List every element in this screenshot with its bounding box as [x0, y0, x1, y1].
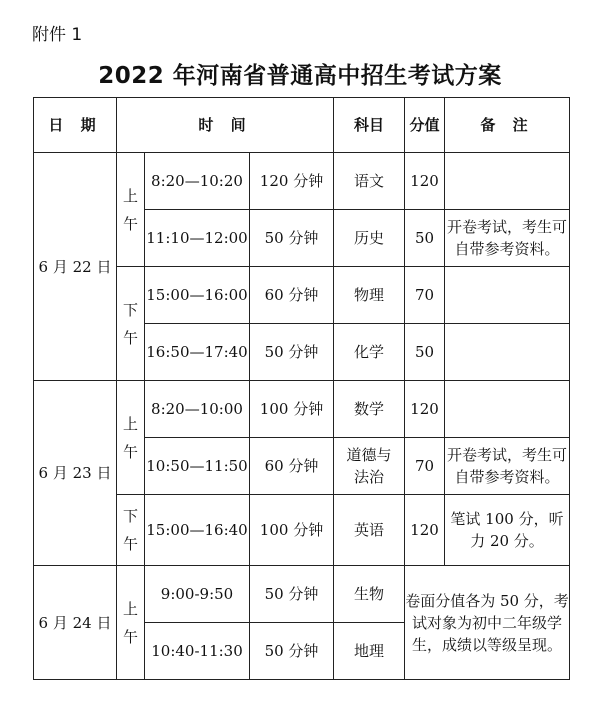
duration: 60 分钟	[250, 267, 334, 324]
day-cell: 6 月 24 日	[34, 566, 117, 680]
day-cell: 6 月 22 日	[34, 153, 117, 381]
remark: 笔试 100 分，听力 20 分。	[445, 495, 570, 566]
period-am-cell	[117, 381, 145, 495]
period-label: 下午	[122, 300, 138, 347]
duration: 50 分钟	[250, 324, 334, 381]
page-title: 2022 年河南省普通高中招生考试方案	[98, 63, 502, 89]
score: 50	[405, 210, 445, 267]
remark-empty	[445, 153, 570, 210]
subject: 英语	[334, 495, 405, 566]
period-am-cell	[117, 153, 145, 267]
subject: 地理	[334, 623, 405, 680]
period-label: 上午	[122, 414, 138, 461]
duration: 50 分钟	[250, 623, 334, 680]
time-range: 9:00-9:50	[145, 566, 250, 623]
subject	[334, 438, 405, 495]
duration: 60 分钟	[250, 438, 334, 495]
score: 120	[405, 381, 445, 438]
time-range: 10:50—11:50	[145, 438, 250, 495]
header-row	[34, 98, 570, 153]
duration: 50 分钟	[250, 210, 334, 267]
header-date: 日 期	[34, 98, 117, 153]
period-label: 下午	[122, 507, 138, 553]
subject: 语文	[334, 153, 405, 210]
subject: 物理	[334, 267, 405, 324]
exam-schedule-table	[33, 97, 570, 680]
subject: 历史	[334, 210, 405, 267]
annex-label: 附件 1	[32, 25, 83, 45]
score: 50	[405, 324, 445, 381]
subject: 化学	[334, 324, 405, 381]
subject: 生物	[334, 566, 405, 623]
period-label: 上午	[122, 599, 138, 646]
time-range: 11:10—12:00	[145, 210, 250, 267]
header-subject: 科目	[334, 98, 405, 153]
time-range: 8:20—10:00	[145, 381, 250, 438]
period-am-cell	[117, 566, 145, 680]
subject-label: 道德与法治	[346, 446, 392, 486]
score: 120	[405, 495, 445, 566]
duration: 100 分钟	[250, 381, 334, 438]
remark: 开卷考试，考生可自带参考资料。	[445, 438, 570, 495]
period-label: 上午	[122, 186, 138, 233]
remark: 卷面分值各为 50 分，考试对象为初中二年级学生，成绩以等级呈现。	[405, 566, 570, 680]
subject: 数学	[334, 381, 405, 438]
remark-empty	[445, 324, 570, 381]
remark-empty	[445, 267, 570, 324]
time-range: 8:20—10:20	[145, 153, 250, 210]
remark: 开卷考试，考生可自带参考资料。	[445, 210, 570, 267]
table-row	[34, 153, 570, 210]
time-range: 16:50—17:40	[145, 324, 250, 381]
header-remark: 备 注	[445, 98, 570, 153]
table-row	[34, 381, 570, 438]
remark-empty	[445, 381, 570, 438]
score: 120	[405, 153, 445, 210]
time-range: 10:40-11:30	[145, 623, 250, 680]
score: 70	[405, 267, 445, 324]
time-range: 15:00—16:40	[145, 495, 250, 566]
duration: 100 分钟	[250, 495, 334, 566]
time-range: 15:00—16:00	[145, 267, 250, 324]
duration: 50 分钟	[250, 566, 334, 623]
period-pm-cell	[117, 495, 145, 566]
period-pm-cell	[117, 267, 145, 381]
table-row	[34, 566, 570, 623]
day-cell: 6 月 23 日	[34, 381, 117, 566]
score: 70	[405, 438, 445, 495]
header-time: 时 间	[117, 98, 334, 153]
duration: 120 分钟	[250, 153, 334, 210]
header-score: 分值	[405, 98, 445, 153]
